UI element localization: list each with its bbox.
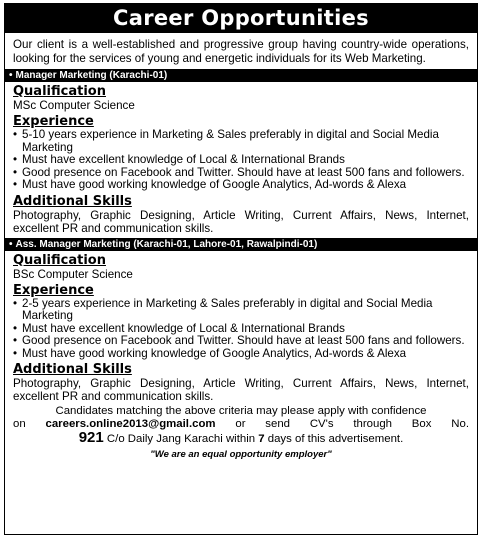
- bullet-icon: •: [13, 165, 18, 179]
- skills-heading: Additional Skills: [13, 193, 132, 209]
- qualification-value: BSc Computer Science: [13, 267, 133, 281]
- list-item: • Must have excellent knowledge of Local & International Brands: [13, 153, 345, 166]
- bullet-icon: •: [13, 321, 18, 335]
- footer-line-3: 921 C/o Daily Jang Karachi within 7 days of this advertisement.: [78, 429, 404, 446]
- experience-list: [13, 129, 469, 192]
- equal-opportunity-tagline: "We are an equal opportunity employer": [150, 449, 332, 460]
- bullet-icon: •: [13, 346, 18, 360]
- bullet-icon: •: [13, 128, 18, 141]
- list-item: • 5-10 years experience in Marketing & Sales preferably in digital and Social Media Marketing: [13, 128, 439, 154]
- bullet-icon: •: [9, 70, 13, 81]
- list-item: • Must have good working knowledge of Google Analytics, Ad-words & Alexa: [13, 346, 407, 360]
- list-item: • Good presence on Facebook and Twitter. Should have at least 500 fans and followers.: [13, 334, 465, 347]
- email-link[interactable]: careers.online2013@gmail.com: [45, 418, 216, 430]
- position-header-manager: [5, 69, 477, 82]
- bullet-icon: •: [13, 296, 18, 310]
- footer-line-2: on careers.online2013@gmail.com or send CV's through Box No.: [13, 418, 469, 430]
- list-item: • Must have good working knowledge of Google Analytics, Ad-words & Alexa: [13, 178, 407, 191]
- qualification-heading: Qualification: [13, 252, 106, 268]
- intro-paragraph: Our client is a well-established and progressive group having country-wide operations, looking for the services of young and energetic individuals for its Web Marketing.: [13, 38, 469, 65]
- application-instructions: [13, 405, 469, 446]
- experience-heading: Experience: [13, 282, 94, 298]
- job-advertisement: [4, 3, 478, 535]
- qualification-heading: Qualification: [13, 84, 106, 99]
- experience-heading: Experience: [13, 114, 94, 129]
- skills-text: Photography, Graphic Designing, Article Writing, Current Affairs, News, Internet, excellent PR and communication skills.: [13, 377, 469, 403]
- footer-line-1: Candidates matching the above criteria may please apply with confidence: [55, 405, 427, 417]
- list-item: • Good presence on Facebook and Twitter. Should have at least 500 fans and followers.: [13, 165, 465, 179]
- bullet-icon: •: [9, 238, 13, 250]
- page-title: Career Opportunities: [4, 3, 478, 33]
- qualification-value: MSc Computer Science: [13, 99, 135, 112]
- position-title: Ass. Manager Marketing (Karachi-01, Lahore-01, Rawalpindi-01): [15, 238, 318, 250]
- bullet-icon: •: [13, 334, 18, 347]
- days-count: 7: [258, 433, 265, 445]
- position-title: Manager Marketing (Karachi-01): [15, 70, 168, 81]
- ad-body: [4, 33, 478, 535]
- bullet-icon: •: [13, 178, 18, 191]
- experience-list: [13, 298, 469, 361]
- bullet-icon: •: [13, 153, 18, 166]
- box-number: 921: [78, 429, 104, 446]
- list-item: • Must have excellent knowledge of Local & International Brands: [13, 321, 345, 335]
- position-header-ass-manager: [5, 238, 477, 251]
- list-item: • 2-5 years experience in Marketing & Sales preferably in digital and Social Media Marketing: [13, 296, 433, 322]
- skills-text: Photography, Graphic Designing, Article Writing, Current Affairs, News, Internet, excellent PR and communication skills.: [13, 208, 469, 235]
- skills-heading: Additional Skills: [13, 362, 132, 377]
